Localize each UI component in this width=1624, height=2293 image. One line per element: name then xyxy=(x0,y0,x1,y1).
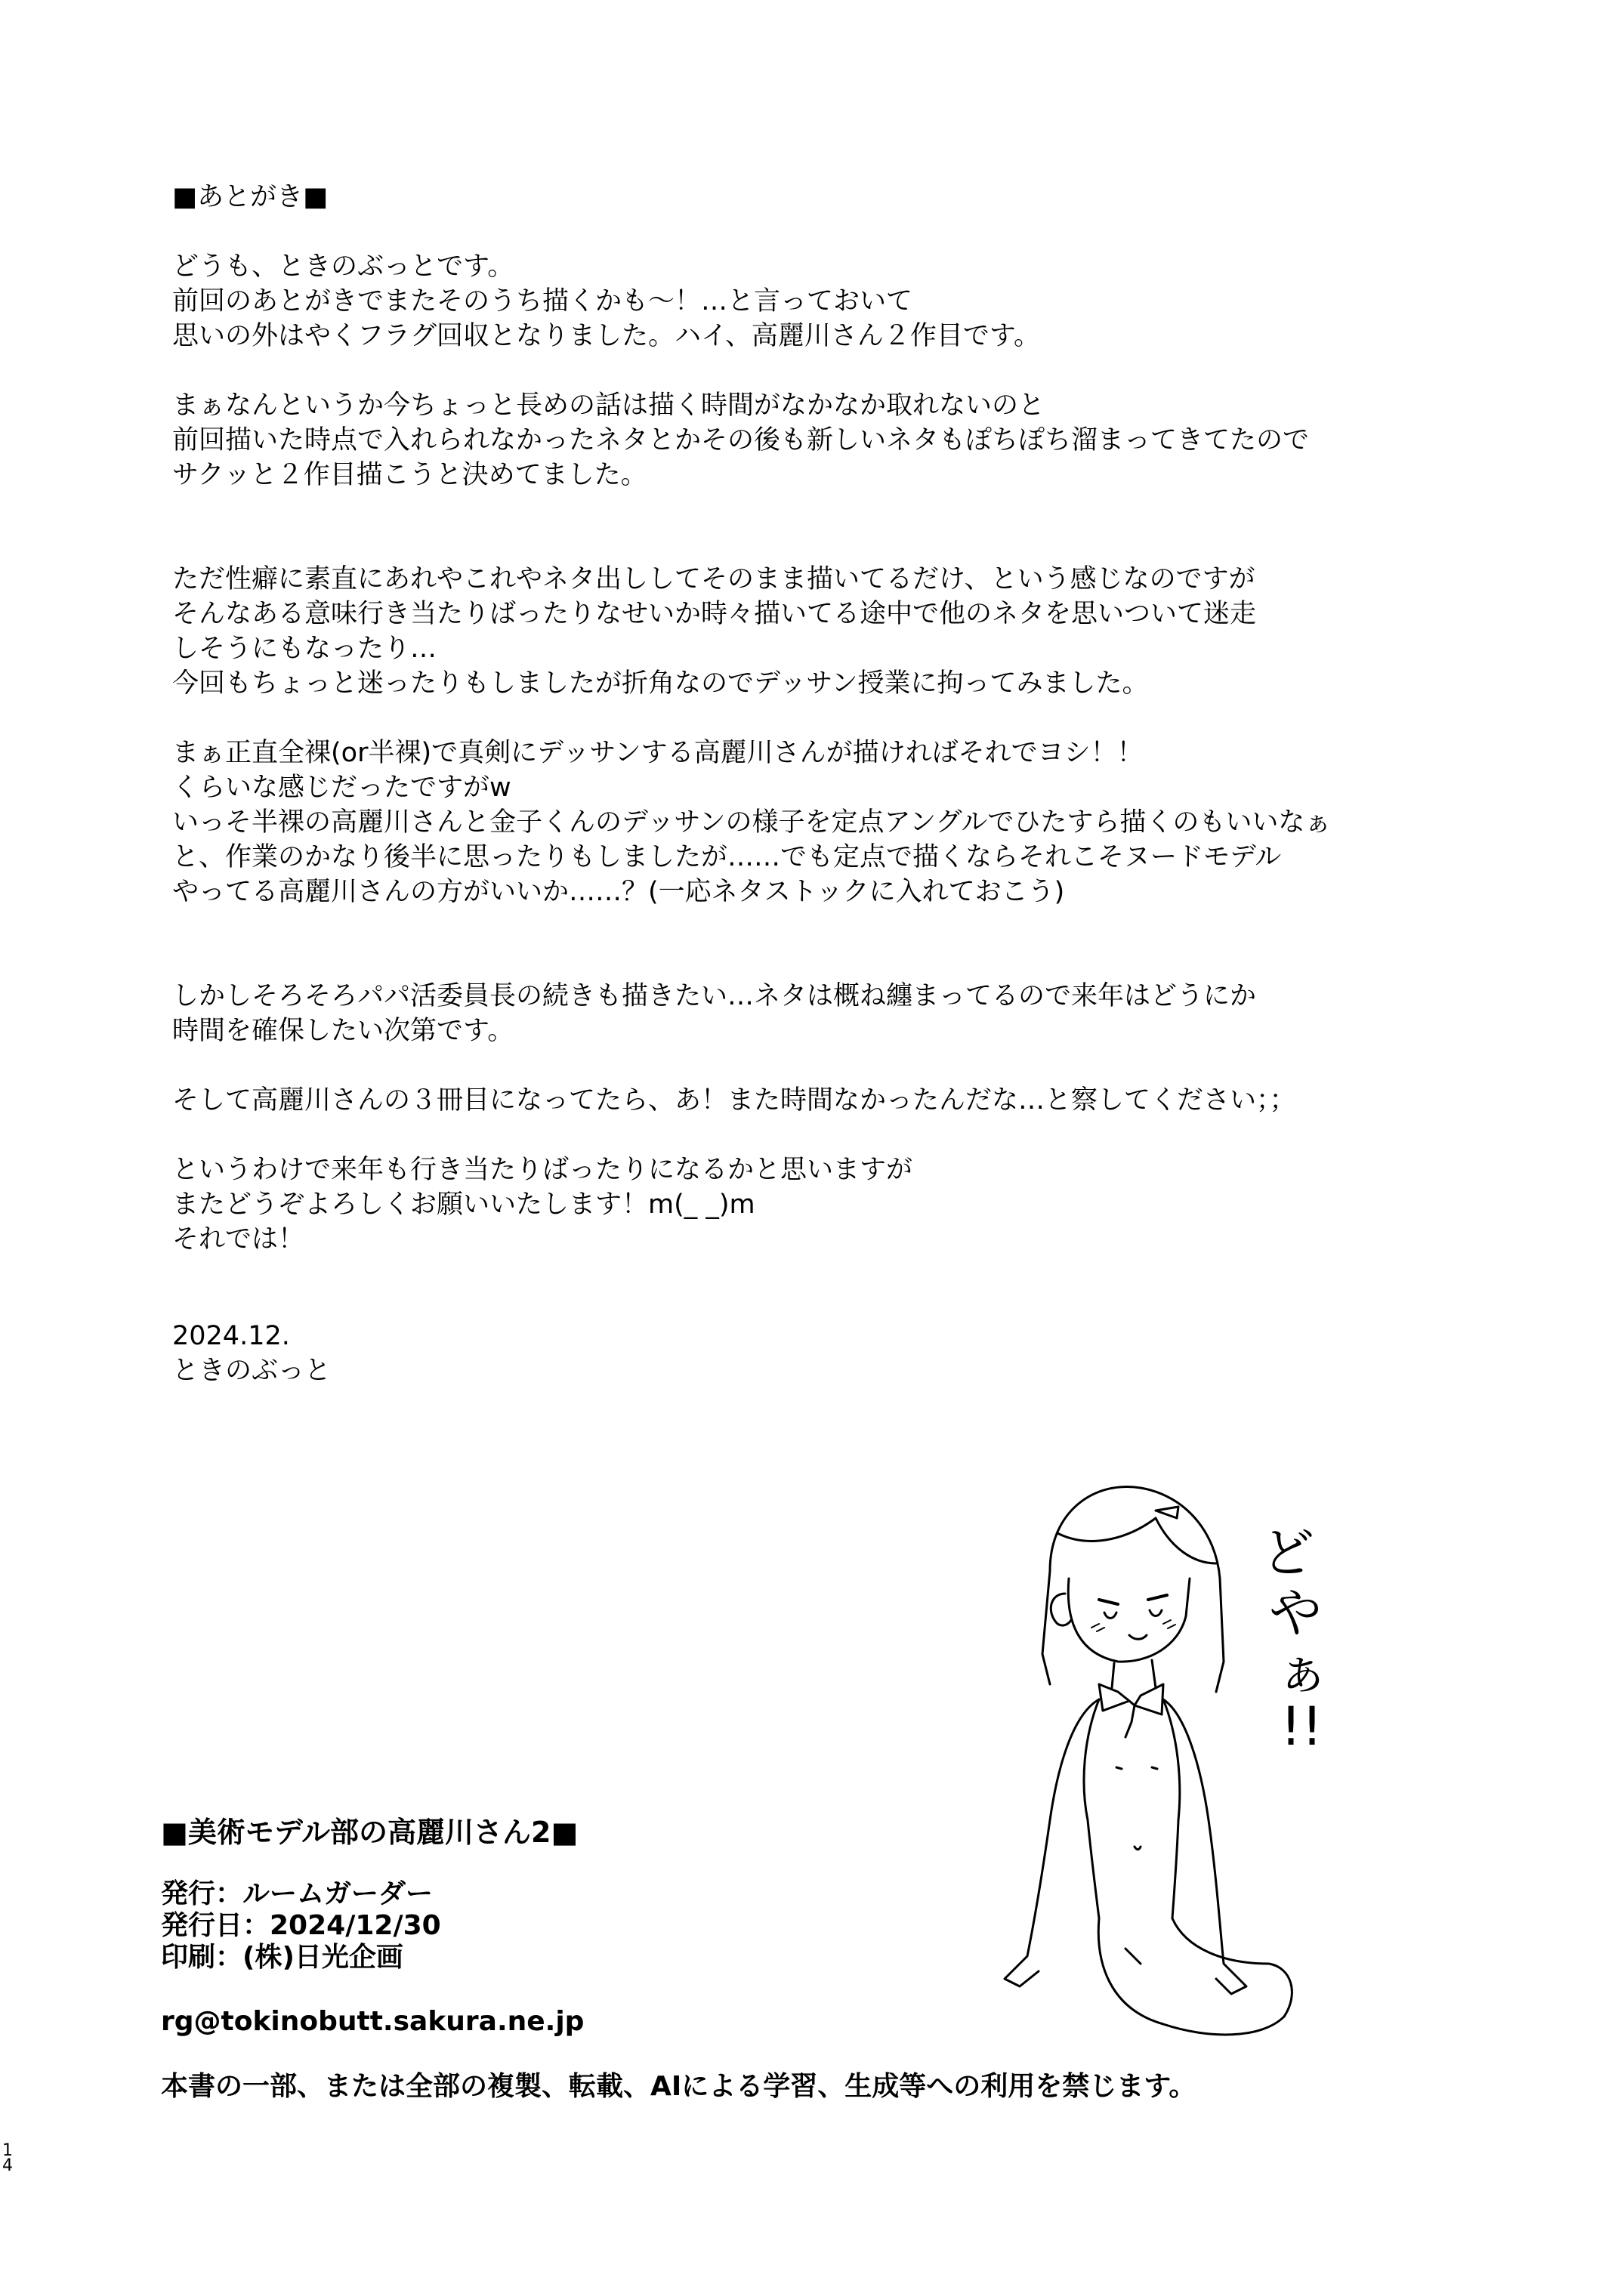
afterword-line: いっそ半裸の高麗川さんと金子くんのデッサンの様子を定点アングルでひたすら描くのもいいなぁ xyxy=(172,807,1332,838)
afterword-line: というわけで来年も行き当たりばったりになるかと思いますが xyxy=(172,1155,913,1185)
page-number-digit: 4 xyxy=(2,2156,13,2175)
colophon-email: rg@tokinobutt.sakura.ne.jp xyxy=(161,2006,585,2037)
afterword-line: サクッと２作目描こうと決めてました。 xyxy=(172,460,647,490)
afterword-paragraph-4 xyxy=(172,736,1471,909)
afterword-line: やってる高麗川さんの方がいいか……？(一応ネタストックに入れておこう) xyxy=(172,877,1065,907)
signoff-date: 2024.12. xyxy=(172,1321,290,1351)
sfx-char: ぁ xyxy=(1277,1639,1329,1701)
afterword-line: まぁなんというか今ちょっと長めの話は描く時間がなかなか取れないのと xyxy=(172,390,1045,421)
afterword-line: それでは！ xyxy=(172,1224,305,1255)
afterword-line: くらいな感じだったですがw xyxy=(172,773,511,803)
afterword-heading: ■あとがき■ xyxy=(172,182,329,212)
colophon-publisher: 発行：ルームガーダー xyxy=(161,1878,434,1909)
afterword-paragraph-1 xyxy=(172,249,1471,353)
afterword-line: そんなある意味行き当たりばったりなせいか時々描いてる途中で他のネタを思いついて迷走 xyxy=(172,599,1257,629)
afterword-line: またどうぞよろしくお願いいたします！m(_ _)m xyxy=(172,1190,755,1220)
sfx-doyaa xyxy=(1261,1522,1345,1758)
afterword-section xyxy=(172,180,1471,1292)
colophon-title: ■美術モデル部の高麗川さん2■ xyxy=(161,1816,579,1849)
sfx-char: ど xyxy=(1261,1522,1314,1584)
colophon-publish-date: 発行日：2024/12/30 xyxy=(161,1910,441,1941)
afterword-paragraph-2 xyxy=(172,388,1471,492)
afterword-line: そして高麗川さんの３冊目になってたら、あ！また時間なかったんだな…と察してください；； xyxy=(172,1085,1296,1116)
colophon xyxy=(161,1815,1196,2103)
afterword-line: しかしそろそろパパ活委員長の続きも描きたい…ネタは概ね纏まってるので来年はどうにか xyxy=(172,981,1257,1011)
afterword-paragraph-7 xyxy=(172,1153,1471,1257)
colophon-printer: 印刷：(株)日光企画 xyxy=(161,1942,403,1973)
page-number-digit: 1 xyxy=(2,2141,13,2160)
afterword-paragraph-5 xyxy=(172,979,1471,1048)
afterword-line: ただ性癖に素直にあれやこれやネタ出ししてそのまま描いてるだけ、という感じなのですが xyxy=(172,564,1255,594)
afterword-line: どうも、ときのぶっとです。 xyxy=(172,252,514,282)
sfx-char: や xyxy=(1269,1582,1322,1644)
afterword-paragraph-3 xyxy=(172,562,1471,701)
afterword-paragraph-6 xyxy=(172,1083,1471,1118)
afterword-line: 思いの外はやくフラグ回収となりました。ハイ、高麗川さん２作目です。 xyxy=(172,321,1041,351)
page-number xyxy=(2,2143,14,2174)
afterword-line: まぁ正直全裸(or半裸)で真剣にデッサンする高麗川さんが描ければそれでヨシ！！ xyxy=(172,738,1144,768)
afterword-line: 時間を確保したい次第です。 xyxy=(172,1016,514,1046)
signoff-author: ときのぶっと xyxy=(172,1356,332,1386)
afterword-line: しそうにもなったり… xyxy=(172,634,437,664)
afterword-line: 前回描いた時点で入れられなかったネタとかその後も新しいネタもぽちぽち溜まってきてたので xyxy=(172,425,1310,455)
signoff xyxy=(172,1319,331,1388)
colophon-notice: 本書の一部、または全部の複製、転載、AIによる学習、生成等への利用を禁じます。 xyxy=(161,2071,1196,2102)
afterword-line: 前回のあとがきでまたそのうち描くかも〜！…と言っておいて xyxy=(172,286,913,316)
afterword-line: と、作業のかなり後半に思ったりもしましたが……でも定点で描くならそれこそヌードモデル xyxy=(172,842,1282,872)
afterword-line: 今回もちょっと迷ったりもしましたが折角なのでデッサン授業に拘ってみました。 xyxy=(172,668,1149,699)
sfx-char: !! xyxy=(1280,1696,1323,1758)
